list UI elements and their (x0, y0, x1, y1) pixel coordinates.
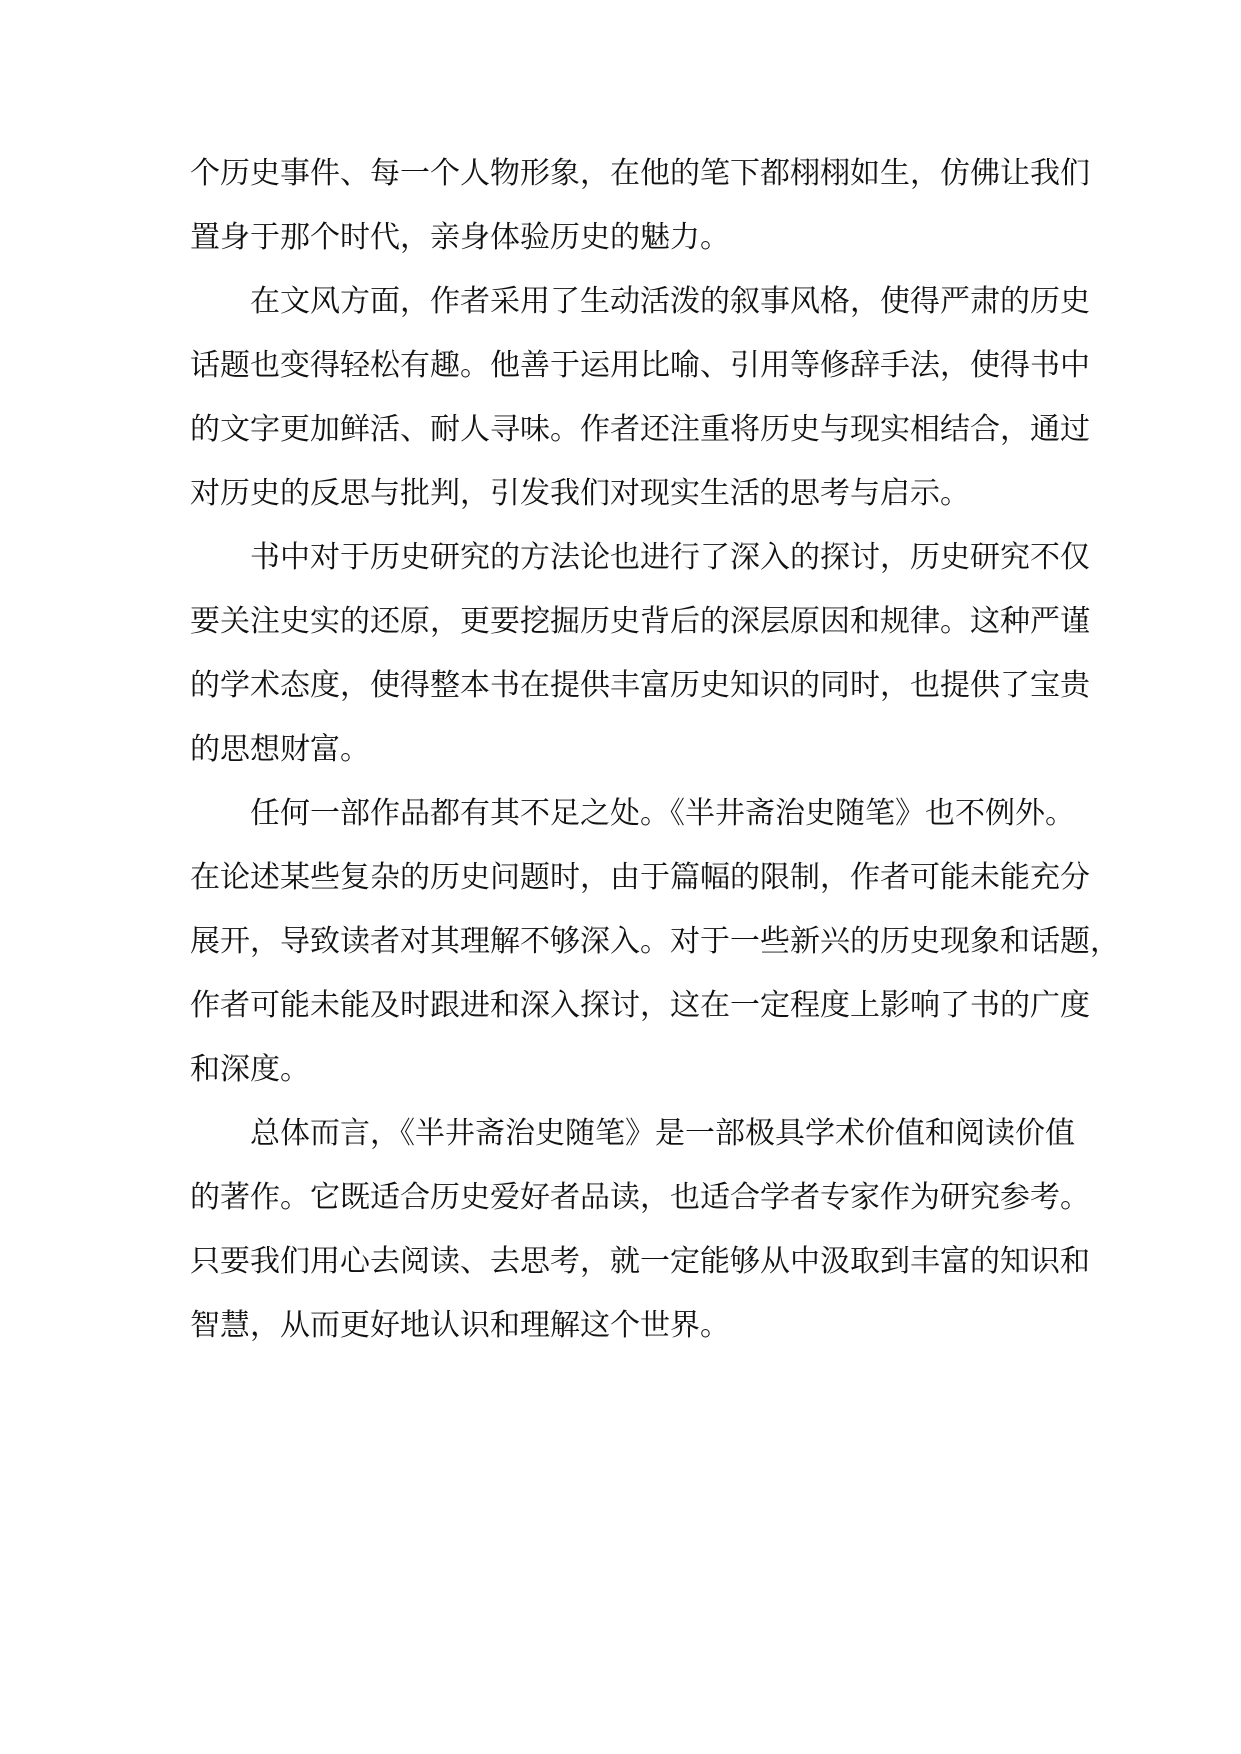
paragraph-line: 的思想财富。 (190, 732, 370, 767)
body-text (190, 142, 1120, 1358)
paragraph-4 (190, 782, 1120, 1102)
paragraph-line: 对历史的反思与批判，引发我们对现实生活的思考与启示。 (190, 476, 970, 511)
paragraph-line-first: 书中对于历史研究的方法论也进行了深入的探讨，历史研究不仅 (250, 540, 1090, 575)
paragraph-line-first: 在文风方面，作者采用了生动活泼的叙事风格，使得严肃的历史 (250, 284, 1090, 319)
paragraph-3 (190, 526, 1090, 782)
paragraph-2 (190, 270, 1090, 526)
paragraph-1 (190, 142, 1090, 270)
paragraph-line: 要关注史实的还原，更要挖掘历史背后的深层原因和规律。这种严谨 (190, 604, 1090, 639)
paragraph-line-first: 总体而言，《半井斋治史随笔》是一部极具学术价值和阅读价值 (250, 1116, 1075, 1151)
paragraph-line: 只要我们用心去阅读、去思考，就一定能够从中汲取到丰富的知识和 (190, 1244, 1090, 1279)
paragraph-line-first: 任何一部作品都有其不足之处。《半井斋治史随笔》也不例外。 (250, 796, 1075, 831)
paragraph-line: 和深度。 (190, 1052, 310, 1087)
paragraph-line: 的著作。它既适合历史爱好者品读，也适合学者专家作为研究参考。 (190, 1180, 1090, 1215)
paragraph-line: 置身于那个时代，亲身体验历史的魅力。 (190, 220, 730, 255)
paragraph-line: 的学术态度，使得整本书在提供丰富历史知识的同时，也提供了宝贵 (190, 668, 1090, 703)
paragraph-line: 作者可能未能及时跟进和深入探讨，这在一定程度上影响了书的广度 (190, 988, 1090, 1023)
paragraph-line: 话题也变得轻松有趣。他善于运用比喻、引用等修辞手法，使得书中 (190, 348, 1090, 383)
paragraph-line: 智慧，从而更好地认识和理解这个世界。 (190, 1308, 730, 1343)
paragraph-line: 在论述某些复杂的历史问题时，由于篇幅的限制，作者可能未能充分 (190, 860, 1090, 895)
paragraph-line: 展开，导致读者对其理解不够深入。对于一些新兴的历史现象和话题， (190, 924, 1120, 959)
paragraph-line: 个历史事件、每一个人物形象，在他的笔下都栩栩如生，仿佛让我们 (190, 156, 1090, 191)
paragraph-line: 的文字更加鲜活、耐人寻味。作者还注重将历史与现实相结合，通过 (190, 412, 1090, 447)
paragraph-5 (190, 1102, 1090, 1358)
